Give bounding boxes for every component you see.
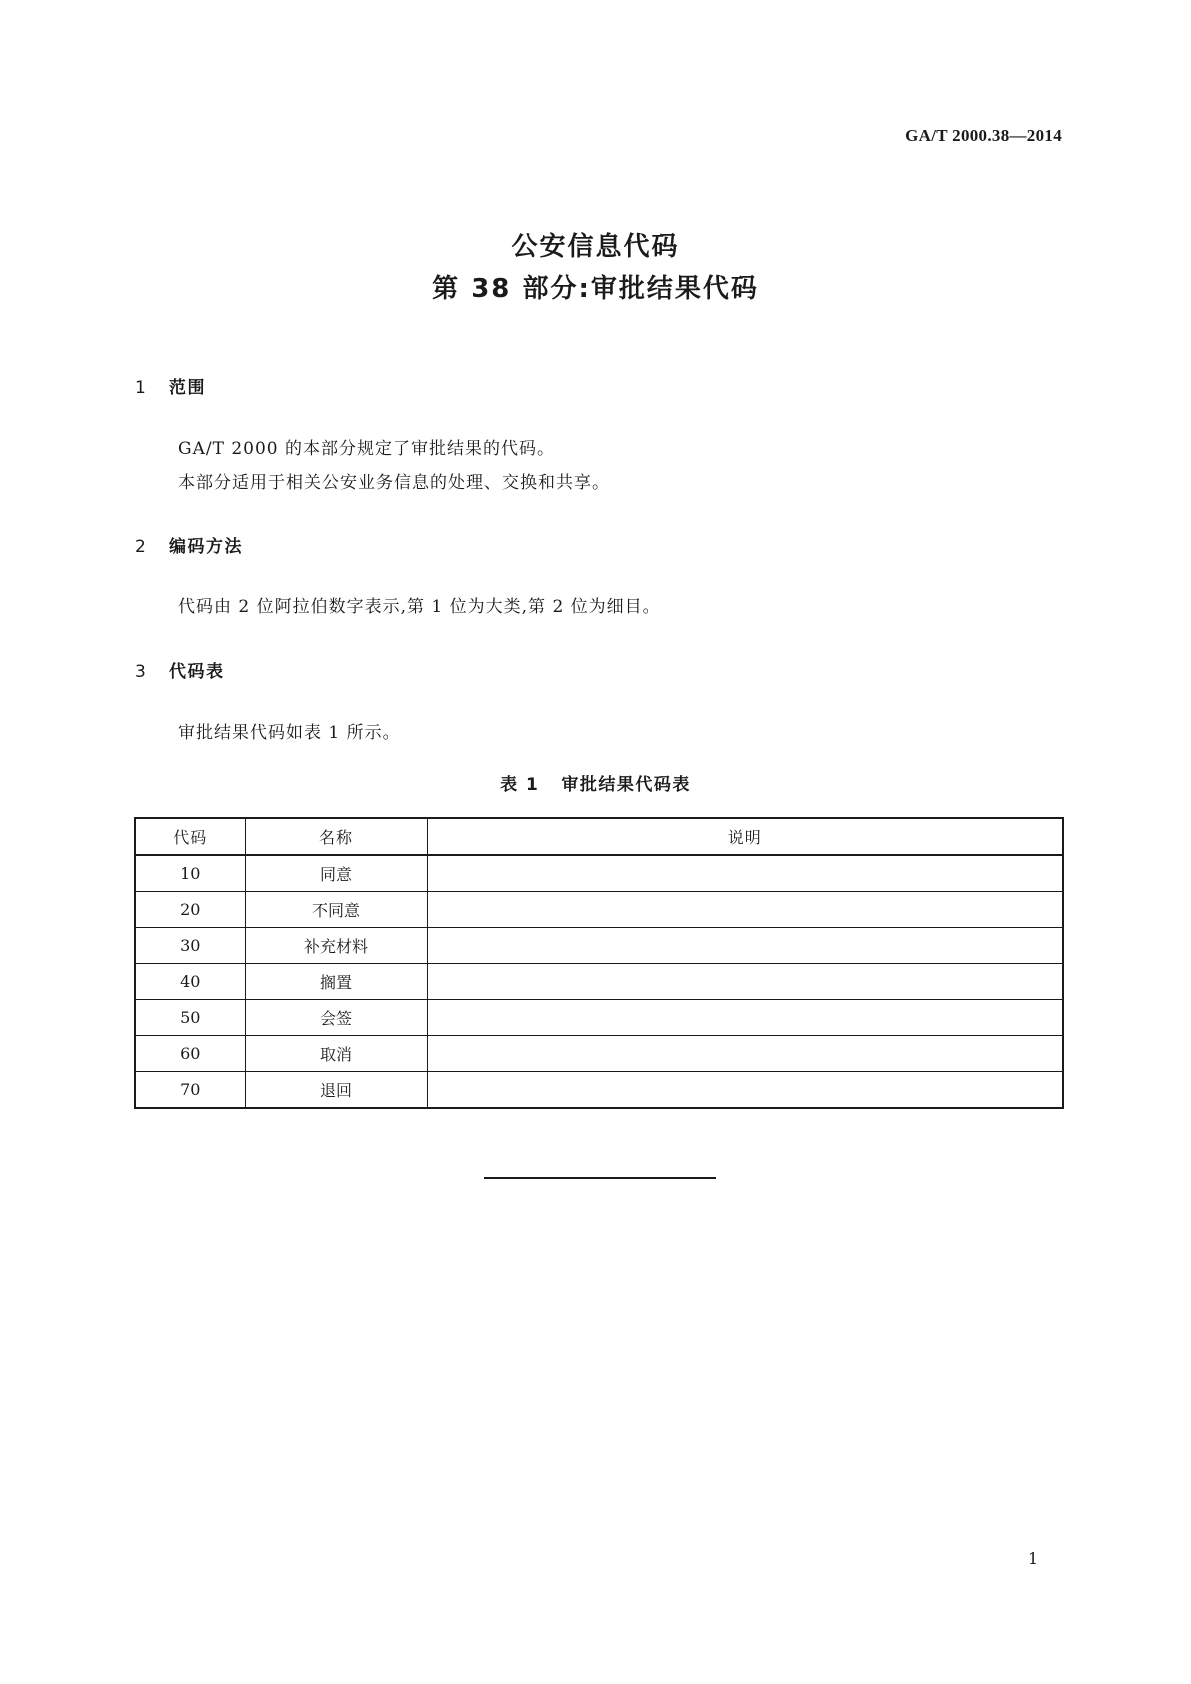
paragraph: 代码由 2 位阿拉伯数字表示,第 1 位为大类,第 2 位为细目。 [178, 597, 661, 617]
table-caption [0, 770, 1191, 795]
paragraph: 本部分适用于相关公安业务信息的处理、交换和共享。 [178, 473, 610, 493]
cell-name: 搁置 [245, 964, 427, 1000]
table-row [135, 855, 1063, 892]
page-number: 1 [1028, 1549, 1039, 1568]
cell-code: 70 [135, 1072, 245, 1109]
cell-code: 30 [135, 928, 245, 964]
document-title [0, 226, 1191, 310]
section-1-body [178, 432, 610, 500]
cell-name: 不同意 [245, 892, 427, 928]
end-rule [484, 1177, 716, 1179]
title-line-2: 第 38 部分:审批结果代码 [432, 274, 759, 304]
cell-name: 同意 [245, 855, 427, 892]
section-2-heading [135, 532, 243, 557]
table-header-row [135, 818, 1063, 855]
table-caption-title: 审批结果代码表 [561, 775, 691, 795]
table-row [135, 928, 1063, 964]
section-number: 3 [135, 662, 148, 682]
paragraph: 审批结果代码如表 1 所示。 [178, 723, 401, 743]
cell-name: 退回 [245, 1072, 427, 1109]
table-row [135, 1036, 1063, 1072]
section-number: 2 [135, 537, 148, 557]
paragraph: GA/T 2000 的本部分规定了审批结果的代码。 [178, 439, 555, 459]
table-row [135, 892, 1063, 928]
cell-note [427, 928, 1063, 964]
table-row [135, 1072, 1063, 1109]
cell-note [427, 1036, 1063, 1072]
cell-name: 会签 [245, 1000, 427, 1036]
section-1-heading [135, 373, 206, 398]
cell-note [427, 1072, 1063, 1109]
section-title: 编码方法 [169, 537, 243, 557]
section-number: 1 [135, 378, 148, 398]
cell-name: 补充材料 [245, 928, 427, 964]
header-code: 代码 [135, 818, 245, 855]
cell-name: 取消 [245, 1036, 427, 1072]
table-row [135, 964, 1063, 1000]
section-title: 代码表 [169, 662, 225, 682]
cell-code: 50 [135, 1000, 245, 1036]
header-note: 说明 [427, 818, 1063, 855]
section-3-heading [135, 657, 225, 682]
section-2-body [178, 590, 661, 624]
cell-code: 40 [135, 964, 245, 1000]
code-table [134, 817, 1064, 1109]
cell-note [427, 964, 1063, 1000]
cell-code: 10 [135, 855, 245, 892]
standard-number: GA/T 2000.38—2014 [905, 126, 1062, 145]
header-name: 名称 [245, 818, 427, 855]
cell-code: 20 [135, 892, 245, 928]
title-line-1: 公安信息代码 [511, 232, 680, 262]
cell-note [427, 892, 1063, 928]
cell-code: 60 [135, 1036, 245, 1072]
table-caption-number: 表 1 [500, 775, 540, 795]
cell-note [427, 855, 1063, 892]
cell-note [427, 1000, 1063, 1036]
section-title: 范围 [169, 378, 206, 398]
table-row [135, 1000, 1063, 1036]
section-3-body [178, 716, 401, 750]
